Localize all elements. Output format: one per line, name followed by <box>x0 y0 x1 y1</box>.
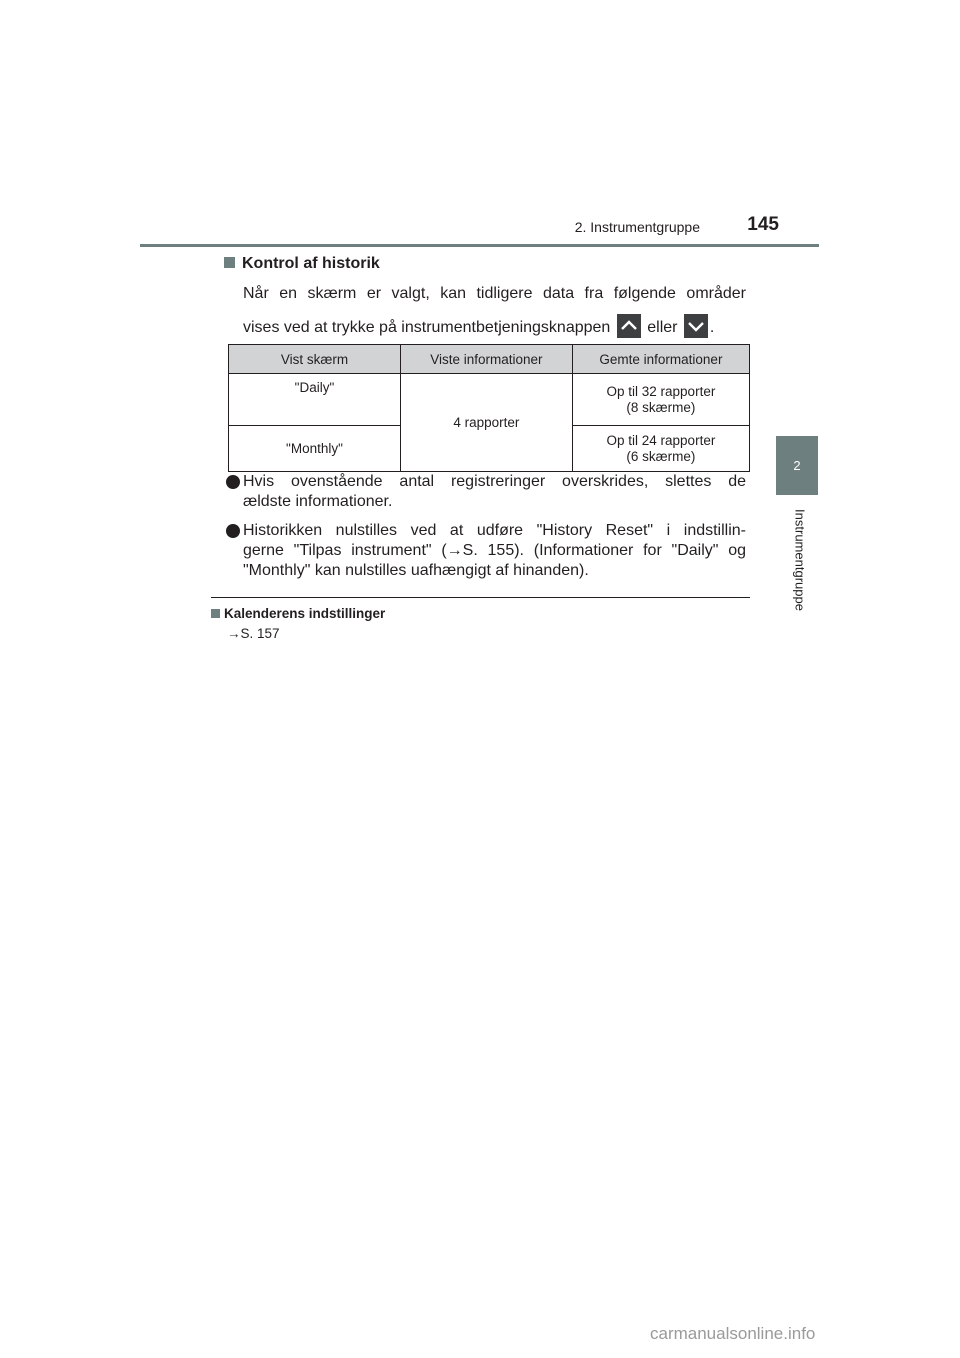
bullet-2-line-2: gerne "Tilpas instrument" (→S. 155). (Informationer for "Daily" og <box>243 542 746 559</box>
chapter-tab: 2 <box>776 436 818 495</box>
column-header-screen: Vist skærm <box>229 345 401 374</box>
calendar-page-reference: →S. 157 <box>227 626 280 641</box>
history-heading-text: Kontrol af historik <box>242 255 380 272</box>
table-row <box>229 374 750 426</box>
chevron-up-icon <box>617 314 641 338</box>
header-divider <box>140 244 819 247</box>
page-number: 145 <box>747 214 779 235</box>
history-intro-end: . <box>709 319 715 336</box>
history-intro-line-1: Når en skærm er valgt, kan tidligere data fra følgende områder <box>243 285 746 302</box>
bullet-item <box>226 472 746 512</box>
cell-saved-monthly-line-2: (6 skærme) <box>626 448 696 464</box>
bullet-1-line-2: ældste informationer. <box>243 493 393 510</box>
history-intro-text: vises ved at trykke på instrumentbetjeningsknappen <box>243 319 611 336</box>
bullet-2-line-1: Historikken nulstilles ved at udføre "History Reset" i indstillin- <box>243 522 746 539</box>
bullet-dot-icon <box>226 475 240 489</box>
bullet-1-line-1: Hvis ovenstående antal registreringer overskrides, slettes de <box>243 473 746 490</box>
chapter-tab-label: Instrumentgruppe <box>792 509 808 611</box>
calendar-heading-text: Kalenderens indstillinger <box>224 606 386 621</box>
square-bullet-icon <box>224 257 235 268</box>
history-intro-or: eller <box>647 319 678 336</box>
history-intro-line-2 <box>243 314 746 338</box>
cell-saved-daily <box>572 374 749 426</box>
column-header-shown: Viste informationer <box>400 345 572 374</box>
cell-screen-monthly: "Monthly" <box>229 426 401 472</box>
section-title: 2. Instrumentgruppe <box>574 219 700 235</box>
history-heading <box>224 255 380 273</box>
cell-screen-daily: "Daily" <box>229 374 401 426</box>
section-divider <box>211 597 750 598</box>
cell-saved-daily-line-1: Op til 32 rapporter <box>606 383 716 399</box>
bullet-dot-icon <box>226 524 240 538</box>
cell-saved-monthly <box>572 426 749 472</box>
cell-saved-monthly-line-1: Op til 24 rapporter <box>606 432 716 448</box>
square-bullet-icon <box>211 609 220 618</box>
column-header-saved: Gemte informationer <box>572 345 749 374</box>
footer-watermark: carmanualsonline.info <box>650 1324 816 1343</box>
bullet-item <box>226 521 746 581</box>
calendar-heading <box>211 606 385 621</box>
table-header-row <box>229 345 750 374</box>
cell-shown-info: 4 rapporter <box>400 374 572 472</box>
chevron-down-icon <box>684 314 708 338</box>
history-table <box>228 344 750 472</box>
cell-saved-daily-line-2: (8 skærme) <box>626 399 696 415</box>
bullet-2-line-3: "Monthly" kan nulstilles uafhængigt af hinanden). <box>243 562 589 579</box>
